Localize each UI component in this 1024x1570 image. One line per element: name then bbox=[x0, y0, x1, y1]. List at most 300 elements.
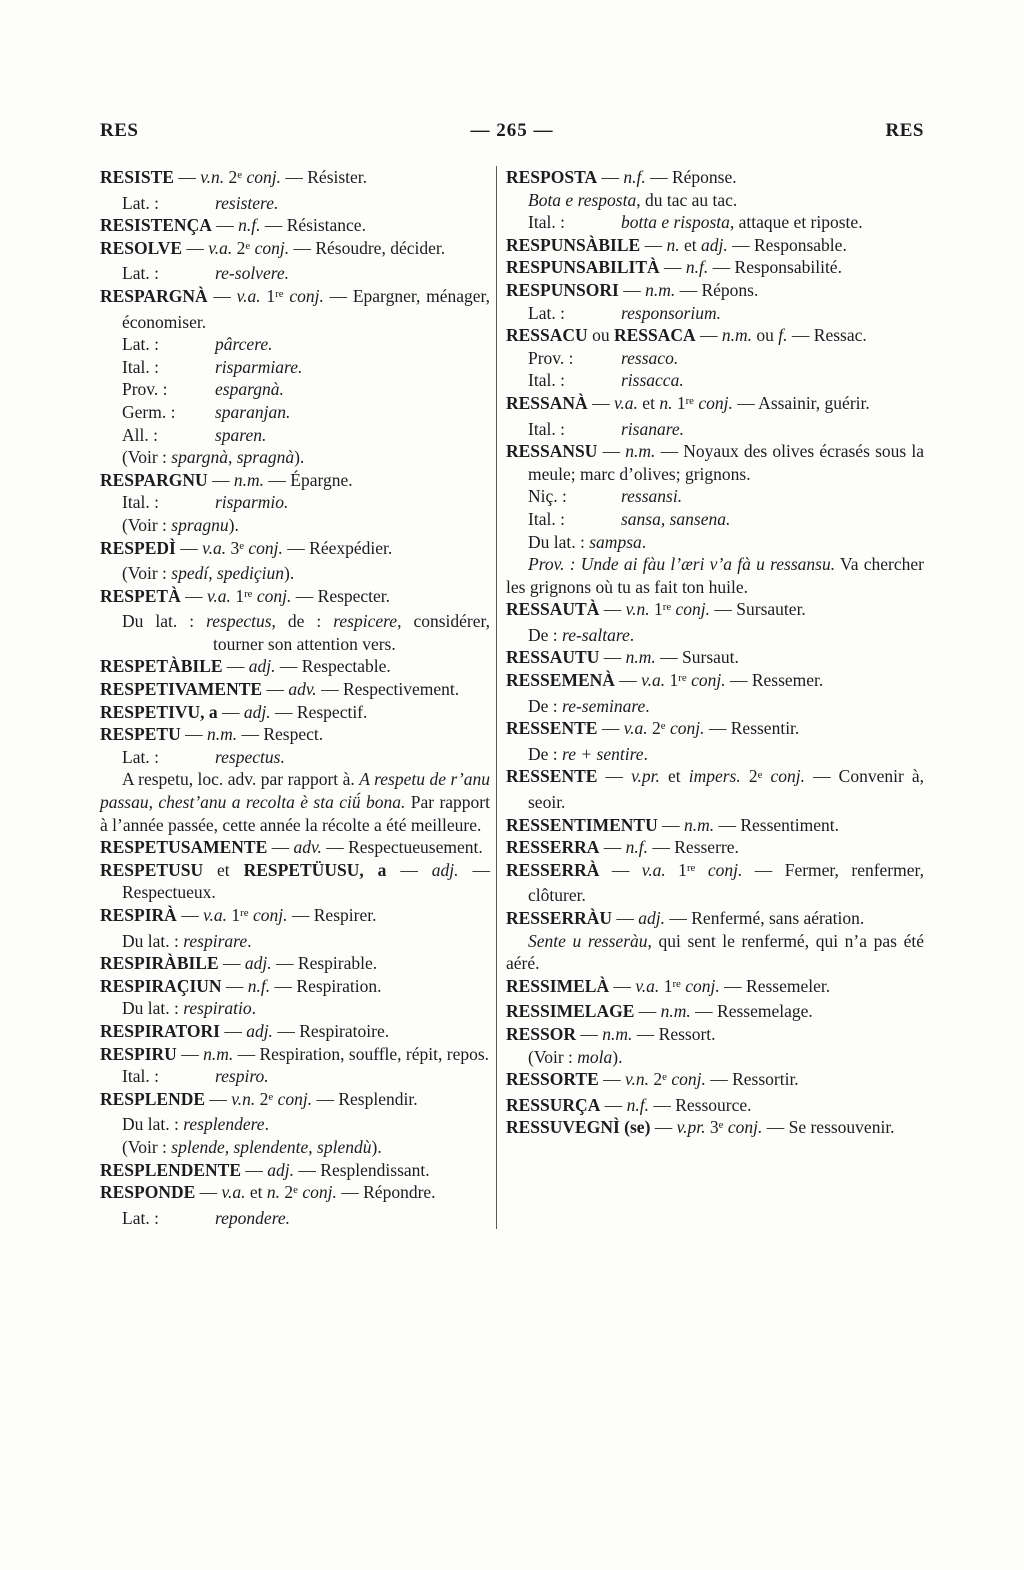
headword: RESSEMENÀ bbox=[506, 670, 615, 691]
headword: RESSERRÀ bbox=[506, 859, 600, 880]
plain-text: — bbox=[618, 279, 646, 300]
headword: RESPIRÀ bbox=[100, 905, 177, 925]
headword: RESPETUSAMENTE bbox=[100, 837, 268, 858]
dictionary-entry bbox=[506, 324, 924, 347]
entry-detail-line bbox=[506, 508, 924, 531]
italic-text: conj. bbox=[252, 585, 292, 606]
headword: RESPEDÌ bbox=[100, 537, 176, 558]
entry-detail-line bbox=[506, 418, 924, 441]
plain-text: — Resplendir. bbox=[312, 1088, 418, 1109]
italic-text: n.m. bbox=[625, 441, 656, 462]
headword: RESSACU bbox=[506, 325, 588, 346]
dictionary-entry bbox=[100, 469, 490, 492]
page-header bbox=[100, 120, 924, 142]
plain-text: — Ressemelage. bbox=[690, 1001, 813, 1022]
entry-detail-line bbox=[506, 930, 924, 975]
italic-text: n.f. bbox=[685, 257, 709, 278]
entry-detail-line bbox=[506, 1046, 924, 1069]
dictionary-entry bbox=[506, 1000, 924, 1023]
plain-text: — Sursauter. bbox=[710, 599, 806, 620]
italic-text: n.f. bbox=[247, 975, 271, 996]
entry-detail-line bbox=[506, 531, 924, 554]
plain-text: 3 bbox=[705, 1117, 719, 1138]
headword: RESSACA bbox=[613, 325, 696, 346]
plain-text: — bbox=[180, 724, 207, 745]
plain-text: — bbox=[386, 859, 432, 880]
headword: RESPIRATORI bbox=[100, 1020, 220, 1041]
italic-text: Bota e resposta bbox=[528, 189, 637, 210]
italic-text: v.a. bbox=[635, 975, 660, 996]
italic-text: conj. bbox=[248, 905, 288, 925]
headword: RESPIRÀBILE bbox=[100, 953, 219, 974]
plain-text: — bbox=[207, 285, 237, 306]
language-label: Ital. : bbox=[122, 356, 159, 377]
plain-text: — bbox=[609, 975, 636, 996]
plain-text: 3 bbox=[226, 537, 240, 558]
dictionary-entry bbox=[100, 214, 490, 237]
entry-detail-line bbox=[506, 485, 924, 508]
dictionary-entry bbox=[100, 1043, 490, 1066]
plain-text: — bbox=[599, 859, 642, 880]
italic-text: Prov. : Unde ai fàu l’æri v’a fà u ressansu. bbox=[528, 554, 836, 575]
italic-text: n.m. bbox=[721, 325, 753, 346]
entry-detail-line bbox=[100, 930, 490, 953]
dictionary-entry bbox=[506, 440, 924, 485]
plain-text: et bbox=[659, 766, 689, 787]
plain-text: — Responsable. bbox=[727, 234, 847, 255]
plain-text: — Epargner, ménager, économiser. bbox=[122, 285, 491, 332]
italic-text: rissacca. bbox=[621, 370, 684, 391]
dictionary-entry bbox=[506, 836, 924, 859]
language-label: Ital. : bbox=[528, 508, 565, 529]
entry-detail-line bbox=[506, 743, 924, 766]
plain-text: 1 bbox=[672, 392, 686, 413]
plain-text: et bbox=[637, 392, 660, 413]
language-label: Ital. : bbox=[528, 370, 565, 391]
italic-text: spedí, spediçiun bbox=[171, 563, 285, 584]
italic-text: resistere. bbox=[215, 192, 279, 213]
plain-text: — Respecter. bbox=[291, 585, 391, 606]
plain-text: — Réponse. bbox=[645, 167, 737, 187]
italic-text: adv. bbox=[293, 837, 322, 858]
dictionary-entry bbox=[100, 1181, 490, 1207]
dictionary-entry bbox=[100, 655, 490, 678]
italic-text: impers. bbox=[688, 766, 741, 787]
dictionary-entry bbox=[506, 1068, 924, 1094]
entry-detail-line bbox=[506, 302, 924, 325]
language-label: Lat. : bbox=[528, 302, 565, 323]
dictionary-entry bbox=[100, 723, 490, 746]
italic-text: respectus bbox=[206, 611, 272, 632]
language-label: Lat. : bbox=[122, 1207, 159, 1228]
ordinal-superscript: re bbox=[672, 977, 681, 990]
italic-text: re-solvere. bbox=[215, 263, 290, 284]
italic-text: n.f. bbox=[626, 1094, 649, 1115]
italic-text: n.m. bbox=[203, 1043, 234, 1064]
headword: RESSOR bbox=[506, 1023, 577, 1044]
plain-text: ). bbox=[284, 563, 295, 584]
headword: RESSERRA bbox=[506, 837, 600, 858]
headword: RESPETU bbox=[100, 724, 181, 745]
plain-text: — Ressemeler. bbox=[719, 975, 831, 996]
ordinal-superscript: re bbox=[275, 288, 284, 301]
plain-text: — Ressortir. bbox=[705, 1069, 799, 1090]
plain-text: (Voir : bbox=[122, 447, 172, 468]
dictionary-entry bbox=[100, 1020, 490, 1043]
italic-text: v.a. bbox=[623, 718, 648, 739]
italic-text: respectus. bbox=[215, 746, 285, 767]
entry-detail-line bbox=[100, 378, 490, 401]
plain-text: — bbox=[176, 905, 204, 925]
plain-text: — bbox=[219, 1020, 247, 1041]
plain-text: — bbox=[597, 718, 624, 739]
plain-text: — bbox=[173, 167, 201, 187]
italic-text: adv. bbox=[288, 679, 317, 700]
plain-text: — Répons. bbox=[675, 279, 759, 300]
plain-text: — bbox=[221, 975, 248, 996]
column-left bbox=[100, 166, 490, 1229]
ordinal-superscript: re bbox=[678, 672, 687, 685]
plain-text: — Noyaux des olives écrasés sous la meule; marc d’olives; grignons. bbox=[528, 441, 924, 484]
dictionary-entry bbox=[100, 701, 490, 724]
italic-text: conj. bbox=[694, 392, 733, 413]
entry-detail-line bbox=[506, 624, 924, 647]
dictionary-entry bbox=[506, 256, 924, 279]
entry-detail-line bbox=[100, 446, 490, 469]
plain-text: Du lat. : bbox=[122, 1114, 184, 1135]
plain-text: — bbox=[695, 325, 722, 346]
entry-detail-line bbox=[100, 1136, 490, 1159]
italic-text: pârcere. bbox=[215, 334, 273, 355]
dictionary-entry bbox=[506, 1023, 924, 1046]
headword: RESPUNSABILITÀ bbox=[506, 257, 660, 278]
plain-text: (Voir : bbox=[122, 514, 172, 535]
italic-text: v.a. bbox=[202, 537, 227, 558]
plain-text: — Convenir à, seoir. bbox=[528, 766, 925, 813]
entry-detail-line bbox=[100, 746, 490, 769]
headword: RESSAUTÀ bbox=[506, 599, 600, 620]
dictionary-entry bbox=[100, 904, 490, 930]
plain-text: — bbox=[599, 837, 626, 858]
italic-text: n.f. bbox=[623, 167, 646, 187]
headword: RESPUNSORI bbox=[506, 279, 619, 300]
headword: RESPARGNÀ bbox=[100, 285, 208, 306]
entry-detail-line bbox=[100, 1065, 490, 1088]
plain-text: — Responsabilité. bbox=[708, 257, 842, 278]
language-label: Lat. : bbox=[122, 263, 159, 284]
italic-text: n.m. bbox=[660, 1001, 691, 1022]
entry-detail-line bbox=[100, 424, 490, 447]
dictionary-entry bbox=[100, 237, 490, 263]
plain-text: — Ressac. bbox=[787, 325, 867, 346]
italic-text: f. bbox=[778, 325, 788, 346]
plain-text: Du lat. : bbox=[528, 531, 590, 552]
plain-text: — Ressentir. bbox=[704, 718, 800, 739]
plain-text: . bbox=[643, 743, 648, 764]
italic-text: risparmiare. bbox=[215, 356, 303, 377]
plain-text: , du tac au tac. bbox=[636, 189, 738, 210]
ordinal-superscript: re bbox=[662, 601, 672, 614]
dictionary-entry bbox=[506, 646, 924, 669]
italic-text: re + sentire bbox=[562, 743, 644, 764]
plain-text: 2 bbox=[648, 1069, 663, 1090]
plain-text: Du lat. : bbox=[122, 930, 184, 951]
plain-text: — bbox=[180, 585, 207, 606]
plain-text: — Ressort. bbox=[632, 1023, 716, 1044]
plain-text: Par rapport à l’année passée, cette année la récolte a été meilleure. bbox=[100, 792, 490, 835]
ordinal-superscript: e bbox=[660, 720, 666, 733]
plain-text: — bbox=[597, 766, 632, 787]
plain-text: De : bbox=[528, 743, 563, 764]
italic-text: conj. bbox=[242, 167, 281, 187]
plain-text: — bbox=[176, 1043, 204, 1064]
plain-text: De : bbox=[528, 624, 563, 645]
headword: RESPARGNU bbox=[100, 469, 208, 490]
running-head-right: RES bbox=[885, 120, 924, 141]
headword: RESPETUSU bbox=[100, 859, 204, 880]
headword: RESPETÀ bbox=[100, 585, 181, 606]
dictionary-entry bbox=[100, 836, 490, 859]
plain-text: — bbox=[599, 599, 626, 620]
plain-text: Du lat. : bbox=[122, 611, 207, 632]
entry-detail-line bbox=[506, 553, 924, 598]
italic-text: spargnà, spragnà bbox=[171, 447, 295, 468]
plain-text: ou bbox=[752, 325, 779, 346]
plain-text: . bbox=[251, 998, 257, 1019]
running-head-left: RES bbox=[100, 120, 139, 141]
italic-text: n.f. bbox=[625, 837, 648, 858]
language-label: Ital. : bbox=[528, 212, 565, 233]
plain-text: ). bbox=[371, 1136, 382, 1157]
headword: RESSIMELÀ bbox=[506, 975, 610, 996]
italic-text: adj. bbox=[700, 234, 728, 255]
plain-text: — bbox=[640, 234, 667, 255]
headword: RESPIRU bbox=[100, 1043, 177, 1064]
italic-text: v.n. bbox=[625, 1069, 649, 1090]
italic-text: conj. bbox=[680, 975, 720, 996]
headword: RESSIMELAGE bbox=[506, 1001, 635, 1022]
entry-detail-line bbox=[100, 610, 490, 655]
italic-text: risanare. bbox=[621, 418, 685, 439]
italic-text: repondere. bbox=[215, 1207, 290, 1228]
ordinal-superscript: e bbox=[757, 768, 763, 781]
plain-text: — Résoudre, décider. bbox=[289, 237, 446, 258]
plain-text: 1 bbox=[665, 859, 687, 880]
entry-detail-line bbox=[100, 1207, 490, 1230]
language-label: Germ. : bbox=[122, 401, 176, 422]
italic-text: splende, splendente, splendù bbox=[171, 1136, 372, 1157]
plain-text: — bbox=[600, 1094, 627, 1115]
entry-detail-line bbox=[506, 347, 924, 370]
plain-text: — bbox=[598, 1069, 626, 1090]
dictionary-entry bbox=[506, 166, 924, 189]
entry-detail-line bbox=[100, 514, 490, 537]
plain-text: — bbox=[262, 679, 289, 700]
plain-text: 1 bbox=[260, 285, 276, 306]
italic-text: v.a. bbox=[206, 585, 231, 606]
italic-text: respiratio bbox=[183, 998, 252, 1019]
plain-text: — Résister. bbox=[281, 167, 368, 187]
ordinal-superscript: e bbox=[245, 239, 251, 252]
headword: RESPETÜUSU, a bbox=[243, 859, 387, 880]
italic-text: ressaco. bbox=[621, 347, 679, 368]
language-label: Ital. : bbox=[122, 492, 159, 513]
italic-text: conj. bbox=[665, 718, 705, 739]
plain-text: — Assainir, guérir. bbox=[732, 392, 870, 413]
italic-text: botta e risposta bbox=[621, 212, 730, 233]
headword: RESSAUTU bbox=[506, 647, 600, 668]
plain-text: — Respirable. bbox=[271, 953, 378, 974]
headword: RESPLENDE bbox=[100, 1088, 206, 1109]
italic-text: A respetu de r’anu passau, chest’anu a recolta è sta ciǘ bona. bbox=[100, 769, 490, 813]
plain-text: , attaque et riposte. bbox=[729, 212, 863, 233]
italic-text: v.n. bbox=[200, 167, 225, 187]
dictionary-entry bbox=[506, 814, 924, 837]
italic-text: conj. bbox=[283, 285, 324, 306]
italic-text: conj. bbox=[671, 599, 711, 620]
headword: RESPLENDENTE bbox=[100, 1159, 242, 1180]
headword: RESSENTE bbox=[506, 718, 598, 739]
italic-text: adj. bbox=[431, 859, 459, 880]
plain-text: — bbox=[599, 647, 626, 668]
plain-text: — bbox=[657, 814, 684, 835]
italic-text: resplendere bbox=[183, 1114, 265, 1135]
headword: RESOLVE bbox=[100, 237, 183, 258]
italic-text: responsorium. bbox=[621, 302, 721, 323]
headword: RESPOSTA bbox=[506, 167, 598, 187]
entry-detail-line bbox=[100, 768, 490, 836]
language-label: Prov. : bbox=[528, 347, 574, 368]
entry-detail-line bbox=[506, 695, 924, 718]
language-label: Lat. : bbox=[122, 746, 159, 767]
plain-text: — bbox=[175, 537, 203, 558]
plain-text: 2 bbox=[647, 718, 661, 739]
plain-text: — Respectif. bbox=[270, 701, 368, 722]
plain-text: — Resplendissant. bbox=[294, 1159, 430, 1180]
entry-detail-line bbox=[100, 491, 490, 514]
ordinal-superscript: e bbox=[237, 169, 243, 182]
plain-text: 1 bbox=[227, 905, 241, 925]
plain-text: — bbox=[659, 257, 686, 278]
italic-text: conj. bbox=[273, 1088, 313, 1109]
italic-text: v.n. bbox=[231, 1088, 256, 1109]
italic-text: n.m. bbox=[206, 724, 238, 745]
dictionary-entry bbox=[100, 166, 490, 192]
dictionary-entry bbox=[506, 279, 924, 302]
entry-detail-line bbox=[100, 356, 490, 379]
plain-text: — Réexpédier. bbox=[282, 537, 393, 558]
plain-text: ). bbox=[228, 514, 239, 535]
plain-text: (Voir : bbox=[122, 563, 172, 584]
plain-text: et bbox=[245, 1182, 267, 1203]
ordinal-superscript: re bbox=[685, 395, 694, 408]
italic-text: v.pr. bbox=[631, 766, 660, 787]
language-label: Lat. : bbox=[122, 334, 159, 355]
dictionary-entry bbox=[100, 859, 490, 904]
italic-text: v.a. bbox=[208, 237, 233, 258]
ordinal-superscript: re bbox=[686, 861, 696, 874]
plain-text: — bbox=[634, 1001, 661, 1022]
ordinal-superscript: e bbox=[239, 539, 245, 552]
plain-text: — Respiratoire. bbox=[272, 1020, 390, 1041]
plain-text: — Respectueux. bbox=[122, 859, 490, 903]
plain-text: — Épargne. bbox=[264, 469, 353, 490]
italic-text: sparen. bbox=[215, 424, 267, 445]
language-label: Lat. : bbox=[122, 192, 159, 213]
language-label: Ital. : bbox=[122, 1066, 159, 1087]
italic-text: n.m. bbox=[683, 814, 715, 835]
dictionary-entry bbox=[100, 952, 490, 975]
ordinal-superscript: e bbox=[718, 1119, 724, 1132]
italic-text: conj. bbox=[666, 1069, 706, 1090]
language-label: Niç. : bbox=[528, 486, 567, 507]
italic-text: espargnà. bbox=[215, 379, 284, 400]
dictionary-entry bbox=[506, 598, 924, 624]
headword: RESPETÀBILE bbox=[100, 656, 223, 677]
plain-text: ou bbox=[587, 325, 614, 346]
plain-text: — Sursaut. bbox=[655, 647, 739, 668]
headword: RESPETIVAMENTE bbox=[100, 679, 263, 700]
entry-detail-line bbox=[100, 1113, 490, 1136]
page-number: — 265 — bbox=[470, 120, 554, 141]
dictionary-entry bbox=[506, 717, 924, 743]
language-label: All. : bbox=[122, 424, 158, 445]
italic-text: adj. bbox=[243, 701, 271, 722]
italic-text: respiro. bbox=[215, 1066, 269, 1087]
plain-text: ). bbox=[294, 447, 305, 468]
plain-text: — Fermer, renfermer, clôturer. bbox=[528, 859, 925, 906]
italic-text: v.a. bbox=[613, 392, 638, 413]
italic-text: conj. bbox=[723, 1117, 763, 1138]
entry-detail-line bbox=[100, 192, 490, 215]
plain-text: , qui sent le renfermé, qui n’a pas été aéré. bbox=[506, 930, 924, 974]
plain-text: — bbox=[587, 392, 614, 413]
dictionary-entry bbox=[506, 669, 924, 695]
italic-text: n.m. bbox=[602, 1023, 633, 1044]
plain-text: — bbox=[241, 1159, 268, 1180]
italic-text: v.a. bbox=[203, 905, 228, 925]
italic-text: sansa, sansena. bbox=[621, 508, 731, 529]
dictionary-entry bbox=[100, 537, 490, 563]
plain-text: — Renfermé, sans aération. bbox=[665, 908, 865, 928]
plain-text: . bbox=[264, 1114, 269, 1135]
headword: RESPETIVU, a bbox=[100, 701, 218, 722]
entry-detail-line bbox=[100, 333, 490, 356]
plain-text: — Respectivement. bbox=[316, 679, 460, 700]
plain-text: — bbox=[267, 837, 294, 858]
plain-text: . bbox=[645, 695, 650, 716]
plain-text: 1 bbox=[665, 670, 679, 691]
ordinal-superscript: e bbox=[662, 1071, 667, 1084]
plain-text: — bbox=[597, 167, 624, 187]
plain-text: — bbox=[211, 215, 239, 236]
italic-text: n.f. bbox=[238, 215, 261, 236]
headword: RESPIRAÇIUN bbox=[100, 975, 222, 996]
headword: RESSUVEGNÌ (se) bbox=[506, 1117, 651, 1138]
plain-text: , considérer, tourner son attention vers. bbox=[213, 611, 490, 654]
headword: RESISTENÇA bbox=[100, 215, 212, 236]
plain-text: (Voir : bbox=[122, 1136, 172, 1157]
ordinal-superscript: e bbox=[293, 1184, 298, 1197]
plain-text: — Se ressouvenir. bbox=[762, 1117, 895, 1138]
plain-text: — Résistance. bbox=[260, 215, 366, 236]
italic-text: n. bbox=[659, 392, 673, 413]
ordinal-superscript: e bbox=[268, 1090, 274, 1103]
plain-text: et bbox=[203, 859, 244, 880]
plain-text: 2 bbox=[255, 1088, 269, 1109]
plain-text: — Respirer. bbox=[287, 905, 377, 925]
plain-text: Va chercher les grignons où tu as fait ton huile. bbox=[506, 554, 924, 597]
